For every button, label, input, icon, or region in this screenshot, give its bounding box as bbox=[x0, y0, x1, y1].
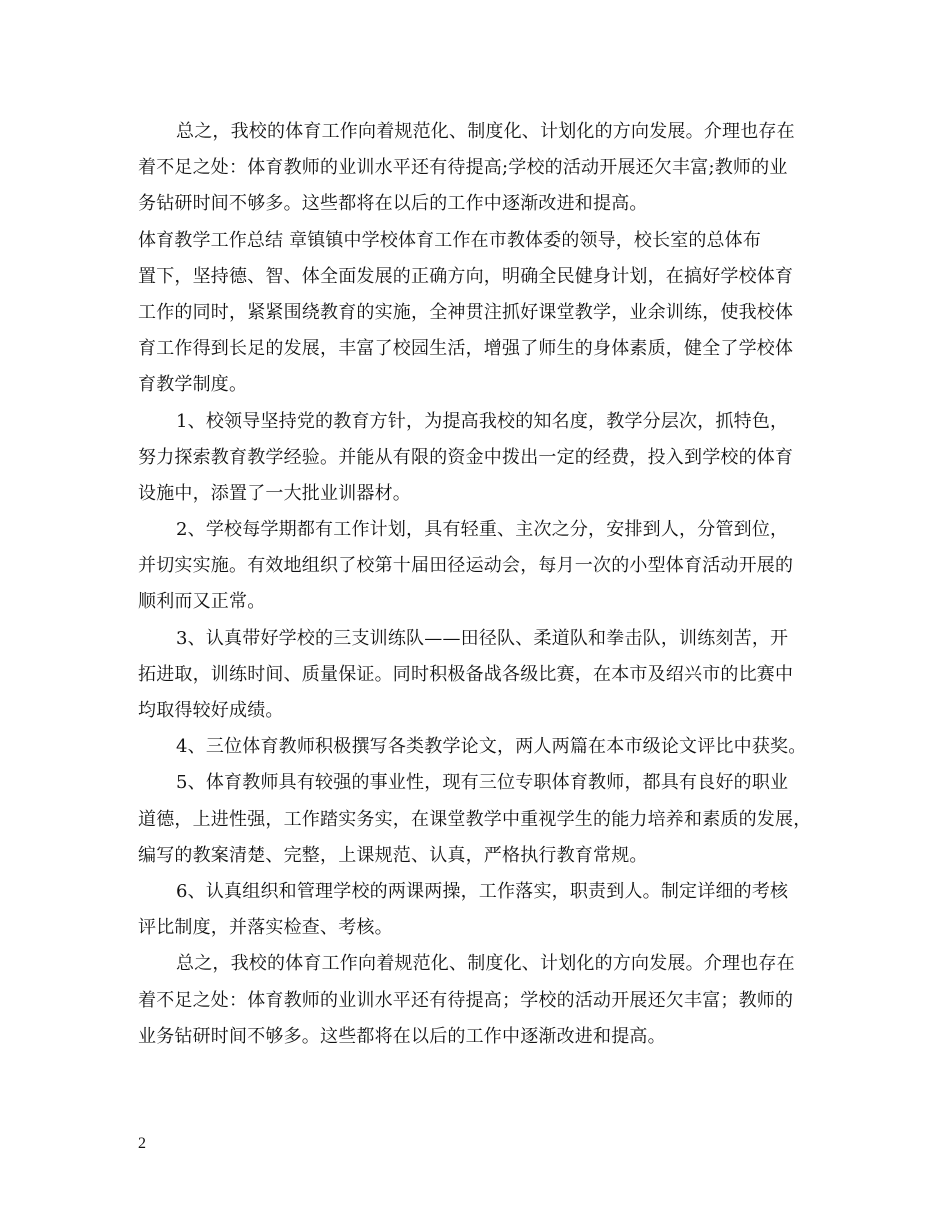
paragraph-line: 育工作得到长足的发展，丰富了校园生活，增强了师生的身体素质，健全了学校体 bbox=[138, 338, 794, 360]
paragraph-line: 置下，坚持德、智、体全面发展的正确方向，明确全民健身计划，在搞好学校体育 bbox=[138, 265, 794, 287]
paragraph-line: 拓进取，训练时间、质量保证。同时积极备战各级比赛，在本市及绍兴市的比赛中 bbox=[138, 663, 794, 685]
paragraph-line: 务钻研时间不够多。这些都将在以后的工作中逐渐改进和提高。 bbox=[138, 193, 648, 215]
document-body bbox=[138, 116, 823, 1057]
paragraph-line: 努力探索教育教学经验。并能从有限的资金中拨出一定的经费，投入到学校的体育 bbox=[138, 446, 794, 468]
paragraph-line: 设施中，添置了一大批业训器材。 bbox=[138, 482, 411, 504]
paragraph-line: 1、校领导坚持党的教育方针，为提高我校的知名度，教学分层次，抓特色， bbox=[176, 410, 789, 432]
paragraph-line: 业务钻研时间不够多。这些都将在以后的工作中逐渐改进和提高。 bbox=[138, 1025, 666, 1047]
paragraph-line: 体育教学工作总结 章镇镇中学校体育工作在市教体委的领导，校长室的总体布 bbox=[138, 229, 761, 251]
paragraph-line: 顺利而又正常。 bbox=[138, 591, 266, 613]
paragraph-line: 育教学制度。 bbox=[138, 374, 248, 396]
page-number: 2 bbox=[138, 1135, 146, 1152]
paragraph-line: 总之，我校的体育工作向着规范化、制度化、计划化的方向发展。介理也存在 bbox=[176, 953, 795, 975]
paragraph-line: 道德，上进性强，工作踏实务实，在课堂教学中重视学生的能力培养和素质的发展， bbox=[138, 808, 812, 830]
paragraph-line: 着不足之处：体育教师的业训水平还有待提高；学校的活动开展还欠丰富；教师的 bbox=[138, 989, 794, 1011]
paragraph-line: 工作的同时，紧紧围绕教育的实施，全神贯注抓好课堂教学，业余训练，使我校体 bbox=[138, 301, 794, 323]
paragraph-line: 总之，我校的体育工作向着规范化、制度化、计划化的方向发展。介理也存在 bbox=[176, 121, 795, 142]
paragraph-line: 编写的教案清楚、完整，上课规范、认真，严格执行教育常规。 bbox=[138, 844, 648, 866]
paragraph-line: 4、三位体育教师积极撰写各类教学论文，两人两篇在本市级论文评比中获奖。 bbox=[176, 736, 807, 758]
paragraph-line: 并切实实施。有效地组织了校第十届田径运动会，每月一次的小型体育活动开展的 bbox=[138, 555, 794, 577]
paragraph-line: 2、学校每学期都有工作计划，具有轻重、主次之分，安排到人，分管到位， bbox=[176, 519, 789, 541]
paragraph-line: 评比制度，并落实检查、考核。 bbox=[138, 917, 393, 939]
paragraph-line: 均取得较好成绩。 bbox=[138, 700, 284, 721]
paragraph-line: 着不足之处：体育教师的业训水平还有待提高;学校的活动开展还欠丰富;教师的业 bbox=[138, 157, 788, 179]
paragraph-line: 3、认真带好学校的三支训练队——田径队、柔道队和拳击队，训练刻苦，开 bbox=[176, 627, 789, 649]
paragraph-line: 6、认真组织和管理学校的两课两操，工作落实，职责到人。制定详细的考核 bbox=[176, 880, 789, 902]
paragraph-line: 5、体育教师具有较强的事业性，现有三位专职体育教师，都具有良好的职业 bbox=[176, 772, 789, 794]
